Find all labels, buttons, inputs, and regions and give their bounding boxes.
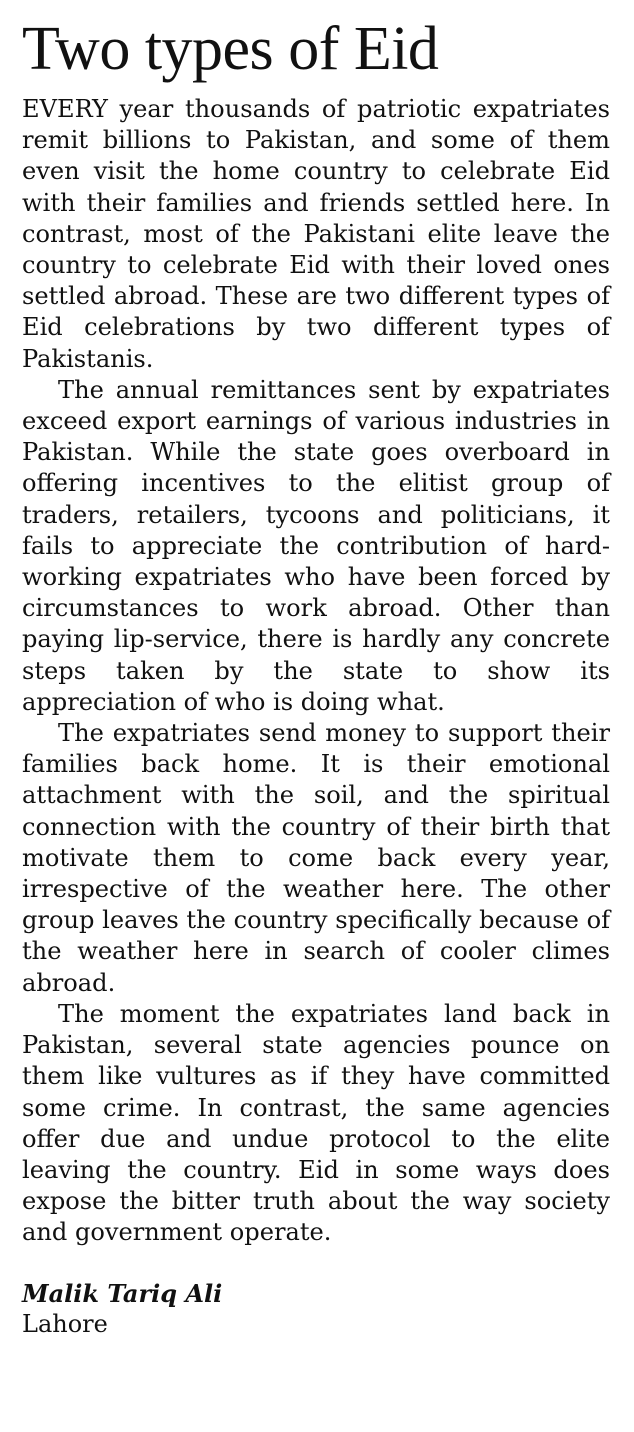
paragraph-3: The expatriates send money to support their families back home. It is their emotional attachment with the soil, and the spiritual connection with the country of their birth that motivate them to come back every year, irrespective of the weather here. The other group leaves the country specifically because of the weather here in search of cooler climes abroad. — [22, 719, 610, 997]
headline: Two types of Eid — [22, 15, 439, 83]
paragraph-1: EVERY year thousands of patriotic expatriates remit billions to Pakistan, and some of them even visit the home country to celebrate Eid with their families and friends settled here. In contrast, most of the Pakistani elite leave the country to celebrate Eid with their loved ones settled abroad. These are two different types of Eid celebrations by two different types of Pakistanis. — [22, 95, 610, 373]
letter-to-editor — [22, 14, 610, 1339]
letter-body — [22, 94, 610, 1249]
paragraph-2: The annual remittances sent by expatriates exceed export earnings of various industries in Pakistan. While the state goes overboard in offering incentives to the elitist group of traders, retailers, tycoons and politicians, it fails to appreciate the contribution of hard-working expatriates who have been forced by circumstances to work abroad. Other than paying lip-service, there is hardly any concrete steps taken by the state to show its appreciation of who is doing what. — [22, 375, 610, 716]
paragraph-4: The moment the expatriates land back in Pakistan, several state agencies pounce on them like vultures as if they have committed some crime. In contrast, the same agencies offer due and undue protocol to the elite leaving the country. Eid in some ways does expose the bitter truth about the way society and government operate. — [22, 999, 610, 1247]
author-location: Lahore — [22, 1309, 108, 1338]
signature-block — [22, 1279, 610, 1339]
author-name: Malik Tariq Ali — [22, 1278, 223, 1308]
